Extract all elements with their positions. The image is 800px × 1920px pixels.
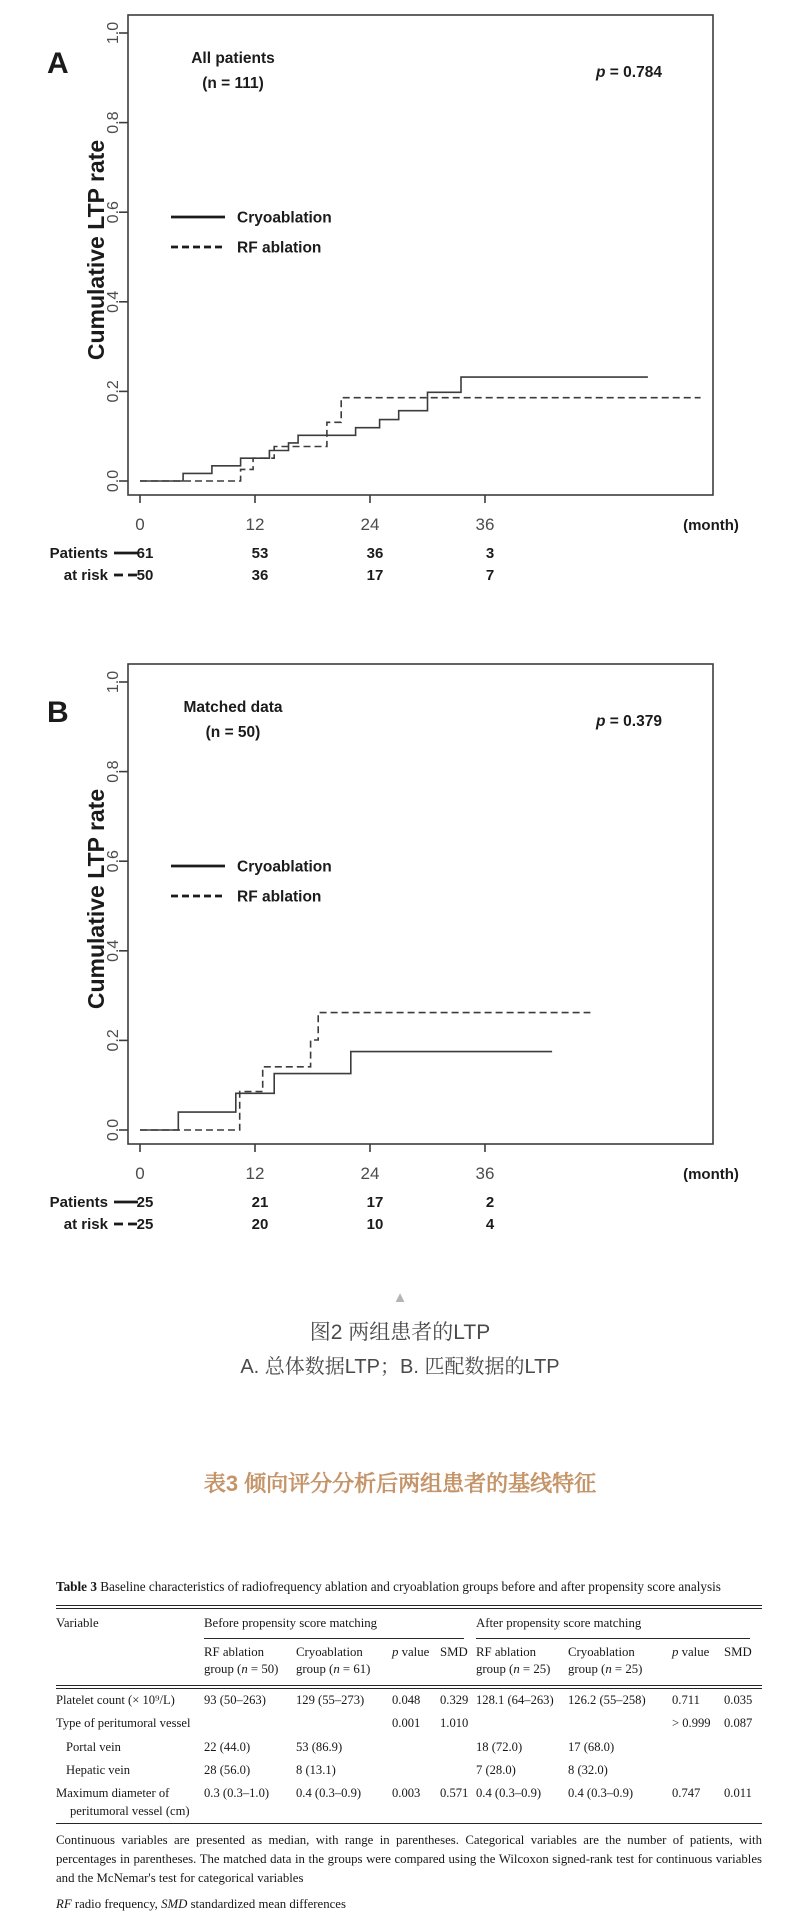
value-cell [440, 1735, 476, 1758]
value-cell: 0.001 [392, 1716, 421, 1731]
value-cell: 0.048 [392, 1693, 421, 1708]
column-header: RF ablation group (n = 25) [476, 1645, 551, 1677]
value-cell: 126.2 (55–258) [568, 1693, 646, 1708]
variable-cell: Maximum diameter of peritumoral vessel (cm) [56, 1786, 190, 1819]
footnote-methods: Continuous variables are presented as median, with range in parentheses. Categorical variables are the number of patients, with percentages in parentheses. The matched data in the groups were compared using the Wilcoxon signed-rank test for continuous variables and the McNemar's test for categorical variables [56, 1833, 762, 1886]
column-header: SMD [724, 1645, 752, 1660]
at-risk-count: 53 [251, 545, 269, 562]
figure-caption-title: 图2 两组患者的LTP [309, 1321, 491, 1344]
footnote-abbreviations: RF radio frequency, SMD standardized mean differences [56, 1896, 346, 1911]
at-risk-count: 50 [136, 567, 154, 584]
value-cell: 0.4 (0.3–0.9) [568, 1786, 634, 1801]
panel-letter: B [47, 696, 69, 729]
y-tick-label: 1.0 [105, 670, 122, 694]
value-cell: 129 (55–273) [296, 1693, 365, 1708]
at-risk-count: 25 [136, 1216, 154, 1233]
value-cell: 0.011 [724, 1786, 752, 1801]
value-cell: > 0.999 [672, 1716, 711, 1731]
value-cell: 0.087 [724, 1716, 753, 1731]
at-risk-row-label: Patients [49, 545, 108, 562]
span-header-before-label: Before propensity score matching [204, 1615, 378, 1630]
variable-cell: Type of peritumoral vessel [56, 1716, 191, 1731]
y-tick-label: 0.4 [105, 939, 122, 962]
value-cell: 7 (28.0) [476, 1762, 516, 1777]
column-header: RF ablation group (n = 50) [204, 1645, 279, 1677]
y-tick-label: 1.0 [105, 21, 122, 45]
value-cell: 0.003 [392, 1786, 421, 1801]
x-tick-label: 0 [135, 515, 145, 534]
header-spacer [56, 1639, 204, 1685]
x-axis-unit-label: (month) [683, 1166, 739, 1183]
value-cell [296, 1712, 392, 1735]
panel-title-line1: All patients [191, 50, 275, 67]
table3 [56, 1578, 762, 1914]
table-row [56, 1712, 762, 1735]
value-cell: 18 (72.0) [476, 1739, 523, 1754]
table-row [56, 1782, 762, 1824]
value-cell: 0.4 (0.3–0.9) [296, 1786, 362, 1801]
value-cell: 93 (50–263) [204, 1693, 266, 1708]
at-risk-count: 4 [485, 1216, 495, 1233]
km-panel-a [0, 0, 800, 625]
value-cell: 22 (44.0) [204, 1739, 251, 1754]
table3-title-text: Baseline characteristics of radiofrequency ablation and cryoablation groups before and after propensity score analysis [96, 1579, 721, 1594]
value-cell: 1.010 [440, 1716, 469, 1731]
y-tick-label: 0.6 [105, 850, 122, 873]
at-risk-count: 36 [251, 567, 269, 584]
variable-cell: Hepatic vein [66, 1762, 130, 1777]
y-axis-label: Cumulative LTP rate [83, 788, 109, 1010]
at-risk-count: 20 [251, 1216, 269, 1233]
y-tick-label: 0.2 [105, 380, 122, 403]
column-header: p value [392, 1645, 430, 1660]
span-header-after-label: After propensity score matching [476, 1615, 642, 1630]
at-risk-count: 17 [366, 1194, 384, 1211]
value-cell: 28 (56.0) [204, 1762, 251, 1777]
x-tick-label: 12 [245, 1164, 265, 1183]
at-risk-count: 17 [366, 567, 384, 584]
figure-caption-subtitle: A. 总体数据LTP；B. 匹配数据的LTP [240, 1356, 560, 1378]
value-cell: 0.035 [724, 1693, 753, 1708]
y-tick-label: 0.8 [105, 760, 122, 783]
value-cell [724, 1735, 762, 1758]
value-cell: 0.3 (0.3–1.0) [204, 1786, 270, 1801]
y-tick-label: 0.2 [105, 1029, 122, 1052]
km-curve-cryoablation [140, 377, 648, 481]
km-curve-cryoablation [140, 1052, 552, 1130]
at-risk-count: 3 [485, 545, 495, 562]
y-tick-label: 0.4 [105, 290, 122, 313]
table-body [56, 1689, 762, 1824]
table-footnotes [56, 1831, 762, 1914]
column-header-variable: Variable [56, 1615, 99, 1630]
x-tick-label: 36 [475, 1164, 495, 1183]
legend-label: RF ablation [237, 888, 322, 906]
value-cell: 8 (13.1) [296, 1762, 336, 1777]
value-cell [204, 1712, 296, 1735]
panel-title-line2: (n = 50) [205, 724, 261, 741]
value-cell: 17 (68.0) [568, 1739, 615, 1754]
x-tick-label: 12 [245, 515, 265, 534]
value-cell [440, 1758, 476, 1781]
at-risk-count: 61 [136, 545, 154, 562]
table-row [56, 1689, 762, 1712]
column-header: SMD [440, 1645, 468, 1660]
x-tick-label: 0 [135, 1164, 145, 1183]
variable-cell: Portal vein [66, 1739, 121, 1754]
at-risk-count: 7 [485, 567, 495, 584]
legend-label: Cryoablation [237, 209, 332, 227]
figure-caption [0, 1290, 800, 1382]
value-cell: 0.571 [440, 1786, 469, 1801]
panel-title-line2: (n = 111) [202, 75, 264, 92]
y-tick-label: 0.8 [105, 111, 122, 134]
value-cell [672, 1758, 724, 1781]
value-cell [672, 1735, 724, 1758]
table-row [56, 1735, 762, 1758]
table-header-row-1 [56, 1609, 762, 1639]
value-cell: 53 (86.9) [296, 1739, 343, 1754]
at-risk-row-label: Patients [49, 1194, 108, 1211]
column-header: Cryoablation group (n = 25) [568, 1645, 643, 1677]
table3-title-label: Table 3 [56, 1579, 97, 1594]
column-header: Cryoablation group (n = 61) [296, 1645, 371, 1677]
at-risk-count: 2 [485, 1194, 495, 1211]
x-axis-unit-label: (month) [683, 517, 739, 534]
x-tick-label: 36 [475, 515, 495, 534]
table3-section-heading: 表3 倾向评分分析后两组患者的基线特征 [203, 1471, 597, 1496]
panel-letter: A [47, 47, 69, 80]
value-cell [392, 1758, 440, 1781]
table-row [56, 1758, 762, 1781]
column-header: p value [672, 1645, 710, 1660]
p-value-label: p = 0.379 [596, 713, 662, 730]
p-value-label: p = 0.784 [596, 64, 662, 81]
value-cell [392, 1735, 440, 1758]
table3-title [56, 1578, 762, 1596]
variable-cell: Platelet count (× 10⁹/L) [56, 1693, 175, 1708]
value-cell: 0.711 [672, 1693, 700, 1708]
x-tick-label: 24 [360, 515, 380, 534]
value-cell: 128.1 (64–263) [476, 1693, 554, 1708]
y-tick-label: 0.0 [105, 1118, 122, 1142]
legend-label: Cryoablation [237, 858, 332, 876]
legend-label: RF ablation [237, 239, 322, 257]
span-header-after-matching [476, 1609, 762, 1639]
km-panel-b [0, 649, 800, 1274]
table-bottom-rule [56, 1823, 762, 1824]
at-risk-row-label: at risk [63, 1216, 108, 1233]
value-cell [724, 1758, 762, 1781]
y-tick-label: 0.6 [105, 201, 122, 224]
at-risk-count: 25 [136, 1194, 154, 1211]
y-axis-label: Cumulative LTP rate [83, 139, 109, 361]
value-cell [568, 1712, 672, 1735]
collapse-triangle-icon: ▲ [392, 1289, 408, 1306]
span-header-before-matching [204, 1609, 476, 1639]
value-cell: 0.747 [672, 1786, 701, 1801]
panel-title-line1: Matched data [183, 699, 283, 716]
at-risk-count: 21 [251, 1194, 269, 1211]
at-risk-row-label: at risk [63, 567, 108, 584]
value-cell: 0.4 (0.3–0.9) [476, 1786, 542, 1801]
table-header-row-2 [56, 1639, 762, 1685]
at-risk-count: 10 [366, 1216, 384, 1233]
at-risk-count: 36 [366, 545, 384, 562]
value-cell [476, 1712, 568, 1735]
value-cell: 8 (32.0) [568, 1762, 608, 1777]
y-tick-label: 0.0 [105, 469, 122, 493]
x-tick-label: 24 [360, 1164, 380, 1183]
value-cell: 0.329 [440, 1693, 469, 1708]
